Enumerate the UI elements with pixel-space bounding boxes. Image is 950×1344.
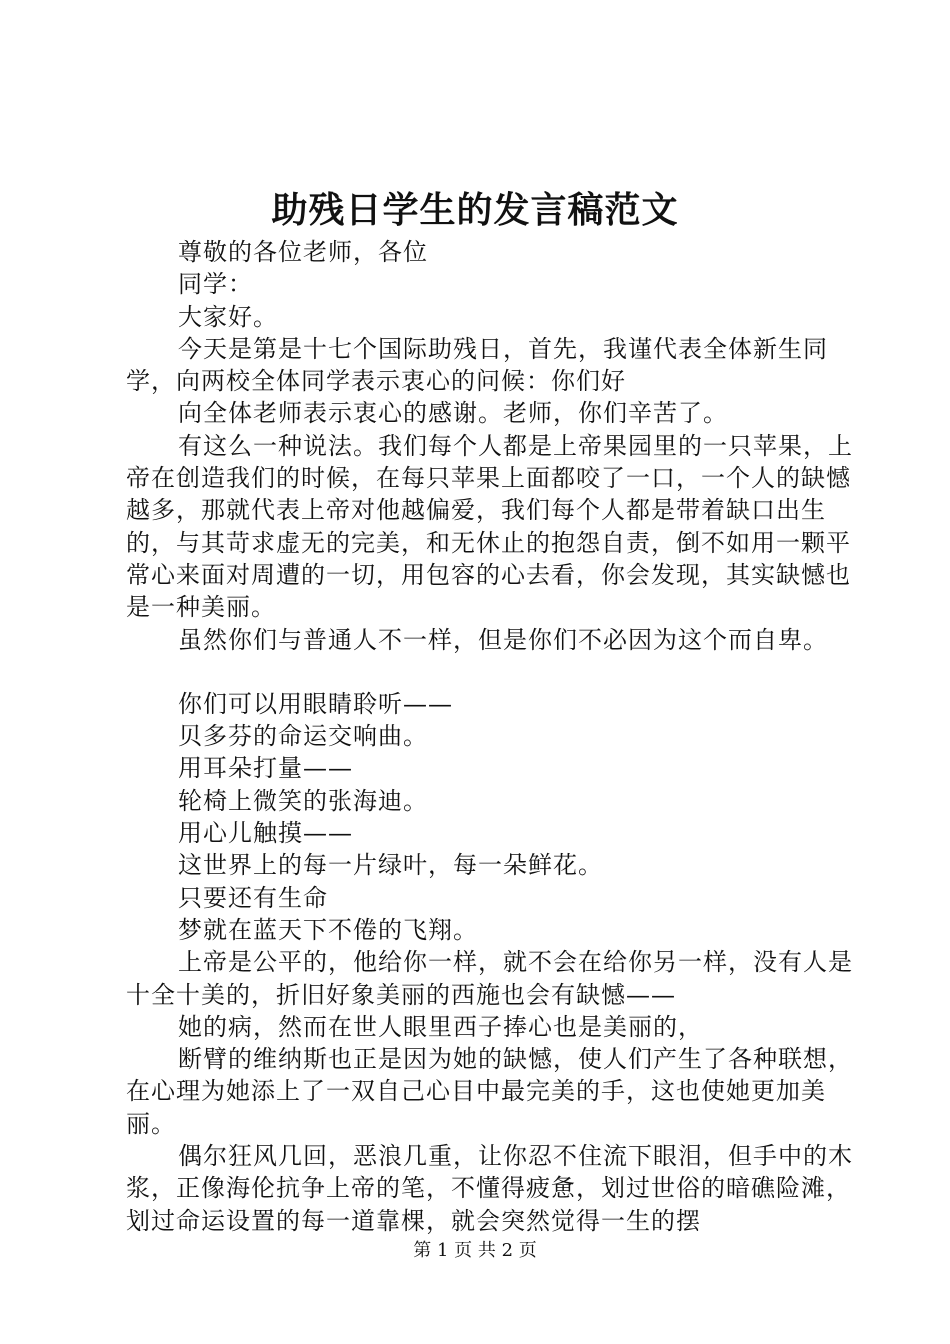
paragraph-verse-1: 你们可以用眼睛聆听—— <box>178 689 453 718</box>
paragraph-storm: 偶尔狂风几回，恶浪几重，让你忍不住流下眼泪，但手中的木浆，正像海伦抗争上帝的笔，不懂得疲惫，划过世俗的暗礁险滩，划过命运设置的每一道靠棵，就会突然觉得一生的摆 <box>126 1142 853 1235</box>
paragraph-verse-7: 只要还有生命 <box>178 883 328 912</box>
paragraph-not-inferior: 虽然你们与普通人不一样，但是你们不必因为这个而自卑。 <box>178 625 828 654</box>
paragraph-verse-8: 梦就在蓝天下不倦的飞翔。 <box>178 915 478 944</box>
paragraph-verse-4: 轮椅上微笑的张海迪。 <box>178 786 428 815</box>
paragraph-venus: 断臂的维纳斯也正是因为她的缺憾，使人们产生了各种联想，在心理为她添上了一双自己心目中最完美的手，这也使她更加美丽。 <box>126 1045 853 1138</box>
paragraph-fairness: 上帝是公平的，他给你一样，就不会在给你另一样，没有人是十全十美的，折旧好象美丽的西施也会有缺憾—— <box>126 948 853 1009</box>
paragraph-salutation-cont: 同学： <box>178 270 253 299</box>
paragraph-thanks: 向全体老师表示衷心的感谢。老师，你们辛苦了。 <box>178 399 728 428</box>
paragraph-salutation: 尊敬的各位老师，各位 <box>178 238 428 266</box>
paragraph-apple: 有这么一种说法。我们每个人都是上帝果园里的一只苹果，上帝在创造我们的时候，在每只苹果上面都咬了一口，一个人的缺憾越多，那就代表上帝对他越偏爱，我们每个人都是带着缺口出生的，与其苛求虚无的完美，和无休止的抱怨自责，倒不如用一颗平常心来面对周遭的一切，用包容的心去看，你会发现，其实缺憾也是一种美丽。 <box>126 431 853 622</box>
paragraph-verse-3: 用耳朵打量—— <box>178 754 353 783</box>
page-number-footer: 第 1 页 共 2 页 <box>413 1240 537 1261</box>
paragraph-verse-5: 用心儿触摸—— <box>178 819 353 848</box>
document-body <box>126 236 856 1237</box>
paragraph-verse-6: 这世界上的每一片绿叶，每一朵鲜花。 <box>178 851 603 880</box>
document-title: 助残日学生的发言稿范文 <box>271 189 679 231</box>
paragraph-greeting: 大家好。 <box>178 302 278 331</box>
paragraph-intro: 今天是第是十七个国际助残日，首先，我谨代表全体新生同学，向两校全体同学表示衷心的问候：你们好 <box>126 334 828 396</box>
paragraph-verse-2: 贝多芬的命运交响曲。 <box>178 722 428 751</box>
paragraph-xishi: 她的病，然而在世人眼里西子捧心也是美丽的， <box>178 1012 703 1041</box>
